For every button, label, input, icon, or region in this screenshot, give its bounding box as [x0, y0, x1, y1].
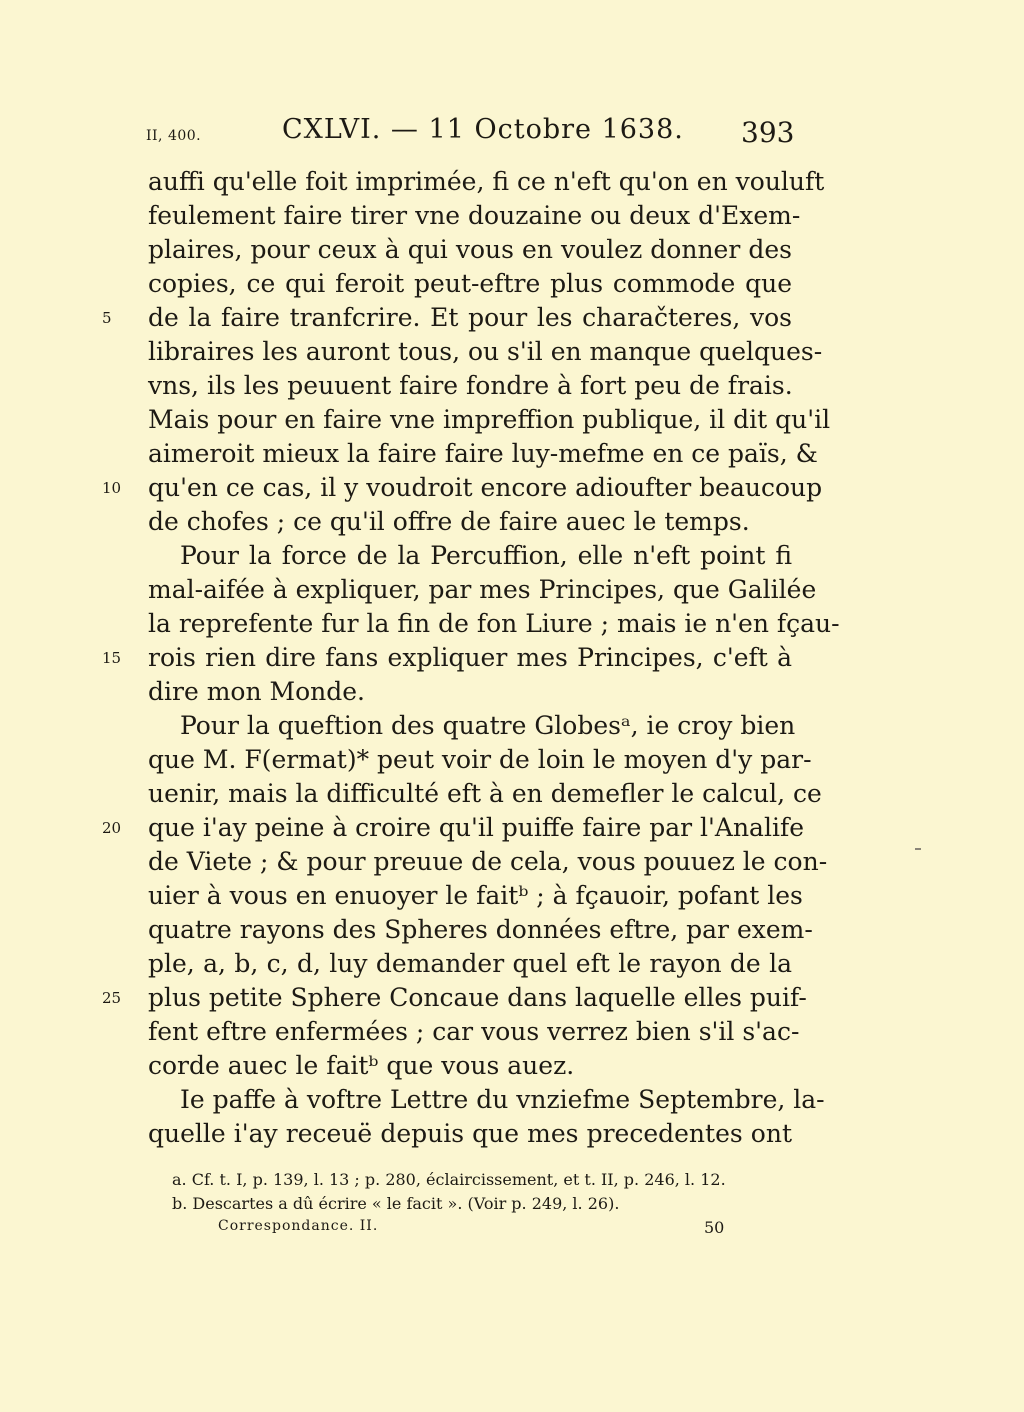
letter-title: CXLVI. — 11 Octobre 1638.: [282, 114, 684, 145]
sheet-number: 50: [704, 1218, 725, 1237]
text-line: Ie paffe à voftre Lettre du vnziefme Septembre, la-: [180, 1085, 825, 1114]
text-line: de Viete ; & pour preuue de cela, vous pouuez le con-: [148, 847, 828, 876]
footnote-a: a. Cf. t. I, p. 139, l. 13 ; p. 280, éclaircissement, et t. II, p. 246, l. 12.: [172, 1170, 726, 1189]
signature-mark: Correspondance. II.: [218, 1218, 379, 1234]
text-line: ple, a, b, c, d, luy demander quel eft le rayon de la: [148, 949, 792, 978]
text-line: corde auec le faitᵇ que vous auez.: [148, 1051, 575, 1080]
text-line: 5 de la faire tranfcrire. Et pour les charačteres, vos: [148, 301, 792, 335]
main-text: [102, 165, 840, 1151]
page-number: 393: [741, 116, 795, 149]
footnote-b: b. Descartes a dû écrire « le facit ». (Voir p. 249, l. 26).: [172, 1194, 620, 1213]
text-line: 10 qu'en ce cas, il y voudroit encore adioufter beaucoup: [148, 471, 792, 505]
line-number: 25: [102, 989, 122, 1007]
volume-reference: II, 400.: [146, 128, 202, 144]
page-footer: [0, 1218, 1024, 1242]
running-header: [0, 114, 1024, 154]
line-number: 5: [102, 309, 112, 327]
text-line: uier à vous en enuoyer le faitᵇ ; à fçauoir, pofant les: [148, 881, 803, 910]
text-line: quatre rayons des Spheres données eftre, par exem-: [148, 915, 813, 944]
text-line: plaires, pour ceux à qui vous en voulez donner des: [148, 235, 792, 264]
text-line: quelle i'ay receuë depuis que mes precedentes ont: [148, 1119, 792, 1148]
line-number: 20: [102, 819, 122, 837]
text-line: uenir, mais la difficulté eft à en demefler le calcul, ce: [148, 779, 822, 808]
text-line: vns, ils les peuuent faire fondre à fort peu de frais.: [148, 371, 793, 400]
text-line: la reprefente fur la fin de fon Liure ; mais ie n'en fçau-: [148, 609, 840, 638]
margin-mark: [915, 848, 921, 850]
text-line: 20 que i'ay peine à croire qu'il puiffe faire par l'Analife: [148, 811, 792, 845]
text-line: 15 rois rien dire fans expliquer mes Principes, c'eft à: [148, 641, 792, 675]
text-line: feulement faire tirer vne douzaine ou deux d'Exem-: [148, 201, 801, 230]
text-line: aimeroit mieux la faire faire luy-mefme en ce païs, &: [148, 439, 818, 468]
text-line: Pour la queftion des quatre Globesᵃ, ie croy bien: [180, 711, 796, 740]
text-line: de chofes ; ce qu'il offre de faire auec le temps.: [148, 507, 750, 536]
text-line: copies, ce qui feroit peut-eftre plus commode que: [148, 269, 792, 298]
text-line: Pour la force de la Percuffion, elle n'eft point fi: [180, 541, 792, 570]
footnotes: [172, 1168, 792, 1216]
text-line: 25 plus petite Sphere Concaue dans laquelle elles puif-: [148, 981, 792, 1015]
line-number: 15: [102, 649, 122, 667]
text-line: Mais pour en faire vne impreffion publique, il dit qu'il: [148, 405, 831, 434]
text-line: dire mon Monde.: [148, 677, 365, 706]
text-line: mal-aifée à expliquer, par mes Principes, que Galilée: [148, 575, 817, 604]
line-number: 10: [102, 479, 122, 497]
text-line: fent eftre enfermées ; car vous verrez bien s'il s'ac-: [148, 1017, 800, 1046]
text-line: auffi qu'elle foit imprimée, fi ce n'eft qu'on en vouluft: [148, 167, 825, 196]
text-line: libraires les auront tous, ou s'il en manque quelques-: [148, 337, 823, 366]
text-line: que M. F(ermat)* peut voir de loin le moyen d'y par-: [148, 745, 812, 774]
